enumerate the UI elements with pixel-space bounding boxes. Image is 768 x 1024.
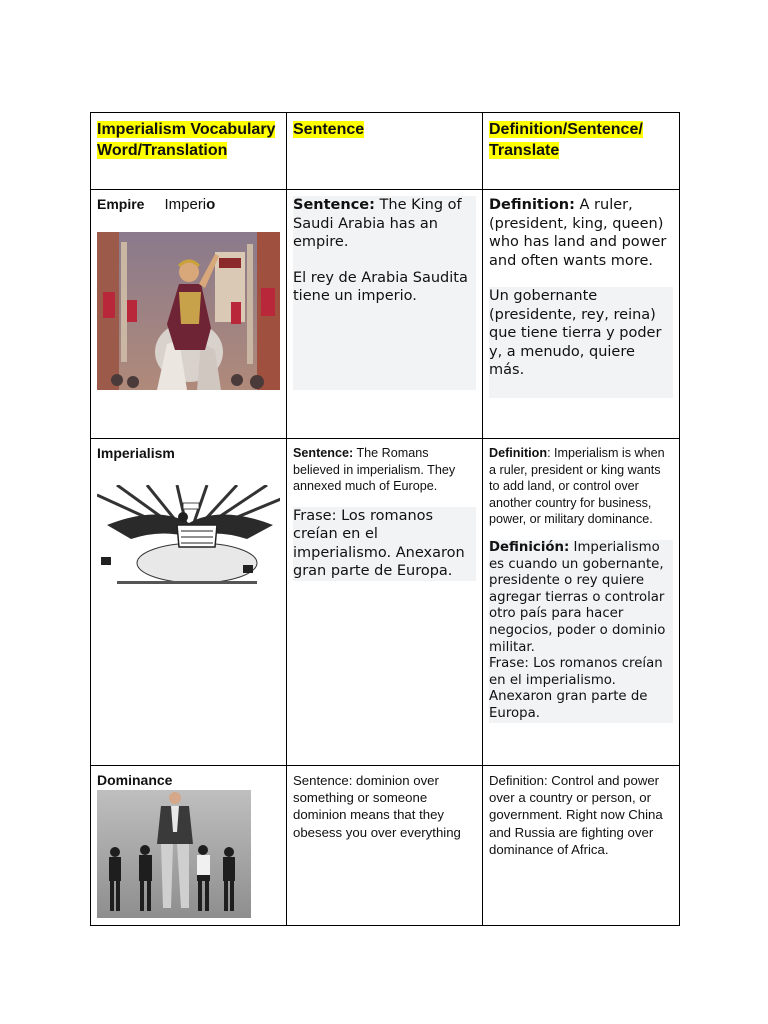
definition-text: Definition: Control and power over a country or person, or government. Right now China and Russia are fighting over dominance of Africa. [489, 773, 663, 857]
sentence-en [293, 196, 476, 252]
definition-es-text: Imperialismo es cuando un gobernante, presidente o rey quiere agregar tierras o controlar otro país para hacer negocios, poder o dominio militar. [489, 539, 666, 655]
emperor-painting-image [97, 232, 280, 390]
table-header-row [91, 113, 680, 190]
sentence-block [293, 196, 476, 390]
vocab-word: Dominance [97, 772, 173, 788]
sentence-cell [287, 439, 483, 766]
sentence-text: The Romans believed in imperialism. They annexed much of Europe. [293, 446, 456, 494]
vocab-word: Empire [97, 196, 145, 212]
header-definition: Definition/Sentence/ Translate [489, 121, 643, 159]
definition-es [489, 540, 673, 656]
definition-cell [483, 190, 680, 439]
word-cell [91, 190, 287, 439]
table-row [91, 439, 680, 766]
eagle-cartoon-image [97, 485, 280, 591]
vocabulary-table [90, 112, 680, 926]
definition-es-label: Definición: [489, 539, 570, 555]
sentence-cell [287, 190, 483, 439]
sentence-es: Frase: Los romanos creían en el imperialismo. Anexaron gran parte de Europa. [293, 507, 465, 580]
definition-text: A ruler, (president, king, queen) who has land and power and often wants more. [489, 197, 667, 269]
word-cell [91, 766, 287, 926]
translation-suffix: o [206, 196, 216, 213]
header-cell-sentence [287, 113, 483, 190]
header-cell-word [91, 113, 287, 190]
sentence-en [293, 445, 476, 495]
definition-label: Definition: [489, 197, 575, 213]
sentence-label: Sentence: [293, 197, 375, 213]
sentence-cell [287, 766, 483, 926]
definition-es-sentence: Frase: Los romanos creían en el imperialismo. Anexaron gran parte de Europa. [489, 656, 663, 721]
header-cell-definition [483, 113, 680, 190]
header-sentence: Sentence [293, 121, 365, 138]
sentence-es: El rey de Arabia Saudita tiene un imperio. [293, 269, 468, 304]
table-row [91, 766, 680, 926]
definition-en [489, 196, 673, 270]
sentence-label: Sentence: [293, 446, 354, 460]
sentence-text: The King of Saudi Arabia has an empire. [293, 197, 462, 250]
definition-label: Definition [489, 446, 548, 460]
sentence-es-block [293, 507, 476, 581]
definition-es-block [489, 287, 673, 398]
word-cell [91, 439, 287, 766]
sentence-text: Sentence: dominion over something or someone dominion means that they obesess you over everything [293, 773, 461, 840]
definition-cell [483, 766, 680, 926]
table-row [91, 190, 680, 439]
definition-en [489, 445, 673, 528]
dominance-image [97, 790, 280, 918]
vocab-translation [164, 196, 215, 213]
definition-text: : Imperialism is when a ruler, president or king wants to add land, or control over another country for business, power, or military dominance. [489, 446, 665, 527]
definition-cell [483, 439, 680, 766]
translation-text: Imperi [164, 196, 207, 213]
definition-es-block [489, 540, 673, 723]
definition-es: Un gobernante (presidente, rey, reina) que tiene tierra y poder y, a menudo, quiere más. [489, 288, 662, 378]
header-word: Imperialism Vocabulary Word/Translation [97, 121, 276, 159]
vocab-word: Imperialism [97, 445, 175, 461]
